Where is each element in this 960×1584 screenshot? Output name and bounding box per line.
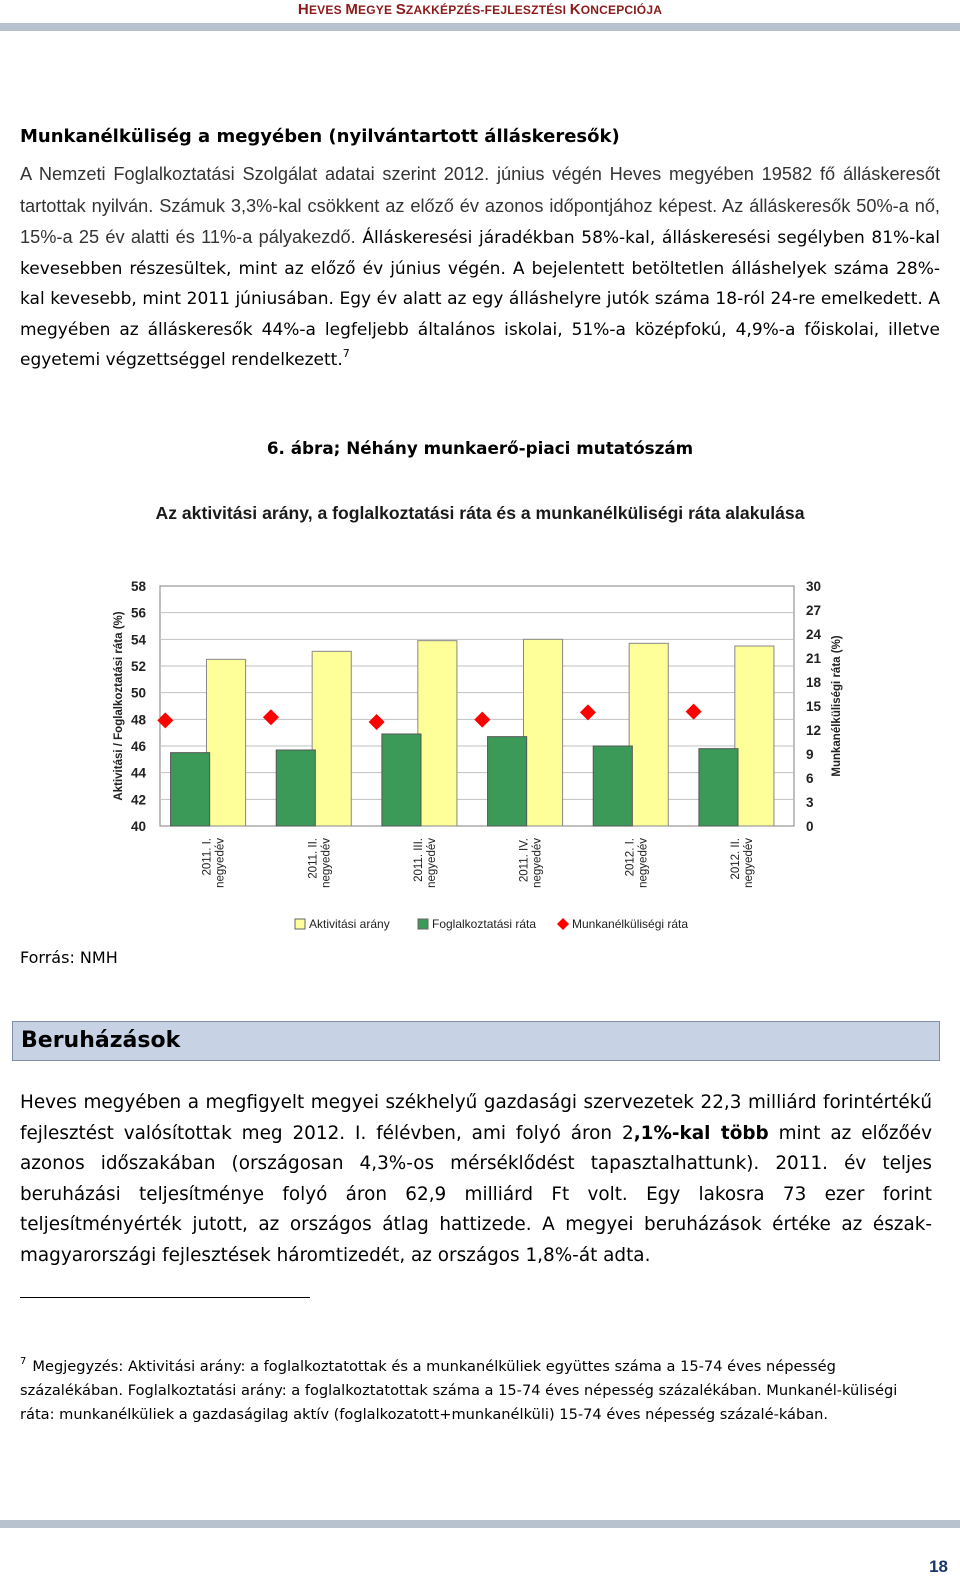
header-title-part: EVES xyxy=(308,3,346,17)
right-tick-label: 0 xyxy=(806,819,814,834)
legend-swatch xyxy=(295,919,305,929)
footnote-text: Megjegyzés: Aktivitási arány: a foglalkoztatottak és a munkanélküliek együttes száma a 15-74 éves népesség százalékában. Foglalkoztatási arány: a foglalkoztatottak száma a 15-74 éves népesség százalékában. Munkanél-küliségi ráta: munkanélküliek a gazdaságilag aktív (foglalkozatott+munkanélküli) 15-74 éves népesség százalé-kában. xyxy=(20,1358,898,1423)
right-tick-label: 3 xyxy=(806,795,814,810)
left-tick-label: 56 xyxy=(130,605,146,621)
category-label: 2012. I. xyxy=(624,838,637,877)
left-tick-label: 44 xyxy=(130,765,146,781)
right-tick-label: 27 xyxy=(806,603,822,618)
section-heading-unemployment: Munkanélküliség a megyében (nyilvántartott álláskeresők) xyxy=(20,126,620,147)
category-label: negyedév xyxy=(637,838,650,888)
left-tick-label: 50 xyxy=(130,685,146,701)
legend-label: Foglalkoztatási ráta xyxy=(432,917,537,931)
right-tick-label: 18 xyxy=(806,675,822,690)
bar-activity xyxy=(312,651,351,826)
bar-activity xyxy=(418,641,457,826)
category-label: negyedév xyxy=(214,838,227,888)
right-tick-label: 6 xyxy=(806,771,814,786)
category-label: negyedév xyxy=(320,838,333,888)
footnote-reference: 7 xyxy=(342,347,350,360)
footnote-number: 7 xyxy=(20,1356,27,1367)
footnote-separator xyxy=(20,1297,310,1298)
left-tick-label: 48 xyxy=(130,712,146,728)
legend-swatch xyxy=(557,918,569,930)
bar-employment xyxy=(171,753,210,826)
bar-employment xyxy=(699,749,738,826)
category-label: negyedév xyxy=(426,838,439,888)
section-heading-box xyxy=(12,1021,940,1061)
bar-employment xyxy=(382,734,421,826)
right-tick-label: 21 xyxy=(806,651,822,666)
header-title-part: S xyxy=(395,1,406,18)
header-title-part: ONCEPCIÓJA xyxy=(580,3,663,17)
figure-source: Forrás: NMH xyxy=(20,948,118,967)
bar-activity xyxy=(523,639,562,826)
bar-employment xyxy=(593,746,632,826)
category-label: negyedév xyxy=(531,838,544,888)
left-tick-label: 52 xyxy=(130,659,146,674)
paragraph-part-a: Heves megyében a megfigyelt megyei székhelyű gazdasági szervezetek 22,3 milliárd forintértékű fejlesztést valósítottak meg 2012. I. félévben, ami folyó áron 2 xyxy=(20,1092,932,1144)
right-tick-label: 15 xyxy=(806,699,822,714)
chart-title: Az aktivitási arány, a foglalkoztatási ráta és a munkanélküliségi ráta alakulása xyxy=(155,503,805,523)
header-title-part: M xyxy=(345,1,359,18)
category-label: 2011. IV. xyxy=(518,838,531,883)
bar-activity xyxy=(206,659,245,826)
paragraph-part-b: mint az előzőév azonos időszakában (országosan 4,3%-os mérséklődést tapasztalhattunk). 2011. év teljes beruházási teljesítménye folyó áron 62,9 milliárd Ft volt. Egy lakosra 73 ezer forint teljesítményérték jutott, az országos átlag hattizede. A megyei beruházások értéke az észak-magyarországi fejlesztések háromtizedét, az országos 1,8%-át adta. xyxy=(20,1122,932,1266)
header-title-part: K xyxy=(569,1,581,18)
left-axis-title: Aktivitási / Foglalkoztatási ráta (%) xyxy=(113,611,125,801)
section-heading-investments: Beruházások xyxy=(21,1028,181,1053)
bar-employment xyxy=(276,750,315,826)
header-rule xyxy=(0,23,960,31)
left-tick-label: 42 xyxy=(130,792,146,808)
right-tick-label: 9 xyxy=(806,747,814,762)
investments-paragraph xyxy=(20,1088,932,1271)
left-tick-label: 46 xyxy=(130,739,146,754)
right-tick-label: 12 xyxy=(806,723,822,738)
right-tick-label: 24 xyxy=(806,627,822,642)
category-label: 2011. I. xyxy=(201,838,214,876)
bar-activity xyxy=(629,643,668,826)
running-header xyxy=(0,0,960,20)
right-axis-title: Munkanélküliségi ráta (%) xyxy=(831,635,843,777)
paragraph-serif-part: A Nemzeti Foglalkoztatási Szolgálat adatai szerint 2012. június végén Heves megyében 19582 fő álláskeresőt tartottak nyilván. Számuk 3,3%-kal csökkent az előző év azonos időpontjához képest. Az álláskeresők 50%-a nő, 15%-a 25 év alatti és 11%-a pályakezdő. xyxy=(20,164,940,247)
category-label: 2012. II. xyxy=(730,838,743,880)
bar-employment xyxy=(488,737,527,826)
header-title-part: EGYE xyxy=(358,3,396,17)
legend-label: Munkanélküliségi ráta xyxy=(572,917,689,931)
legend-swatch xyxy=(418,919,428,929)
footer-rule xyxy=(0,1520,960,1528)
unemployment-paragraph xyxy=(20,159,940,376)
left-tick-label: 58 xyxy=(130,579,146,594)
header-title-part: ZAKKÉPZÉS-FEJLESZTÉSI xyxy=(405,3,570,17)
bar-activity xyxy=(735,646,774,826)
category-label: 2011. II. xyxy=(307,838,320,879)
figure-caption: 6. ábra; Néhány munkaerő-piaci mutatószám xyxy=(266,438,694,458)
left-tick-label: 54 xyxy=(130,632,146,648)
category-label: negyedév xyxy=(743,838,756,888)
footnote xyxy=(20,1355,932,1427)
page-number: 18 xyxy=(929,1557,948,1576)
category-label: 2011. III. xyxy=(413,838,426,882)
left-tick-label: 40 xyxy=(130,819,146,834)
legend-label: Aktivitási arány xyxy=(309,917,390,931)
labour-market-chart xyxy=(0,560,960,945)
paragraph-rest: Álláskeresési járadékban 58%-kal, álláskeresési segélyben 81%-kal kevesebben részesültek, mint az előző év június végén. A bejelentett betöltetlen álláshelyek száma 28%-kal kevesebb, mint 2011 júniusában. Egy év alatt az egy álláshelyre jutók száma 18-ról 24-re emelkedett. A megyében az álláskeresők 44%-a legfeljebb általános iskolai, 51%-a középfokú, 4,9%-a főiskolai, illetve egyetemi végzettséggel rendelkezett. xyxy=(20,228,940,370)
header-title-part: H xyxy=(297,1,309,18)
paragraph-bold-part: ,1%-kal több xyxy=(633,1122,769,1144)
right-tick-label: 30 xyxy=(806,579,822,594)
